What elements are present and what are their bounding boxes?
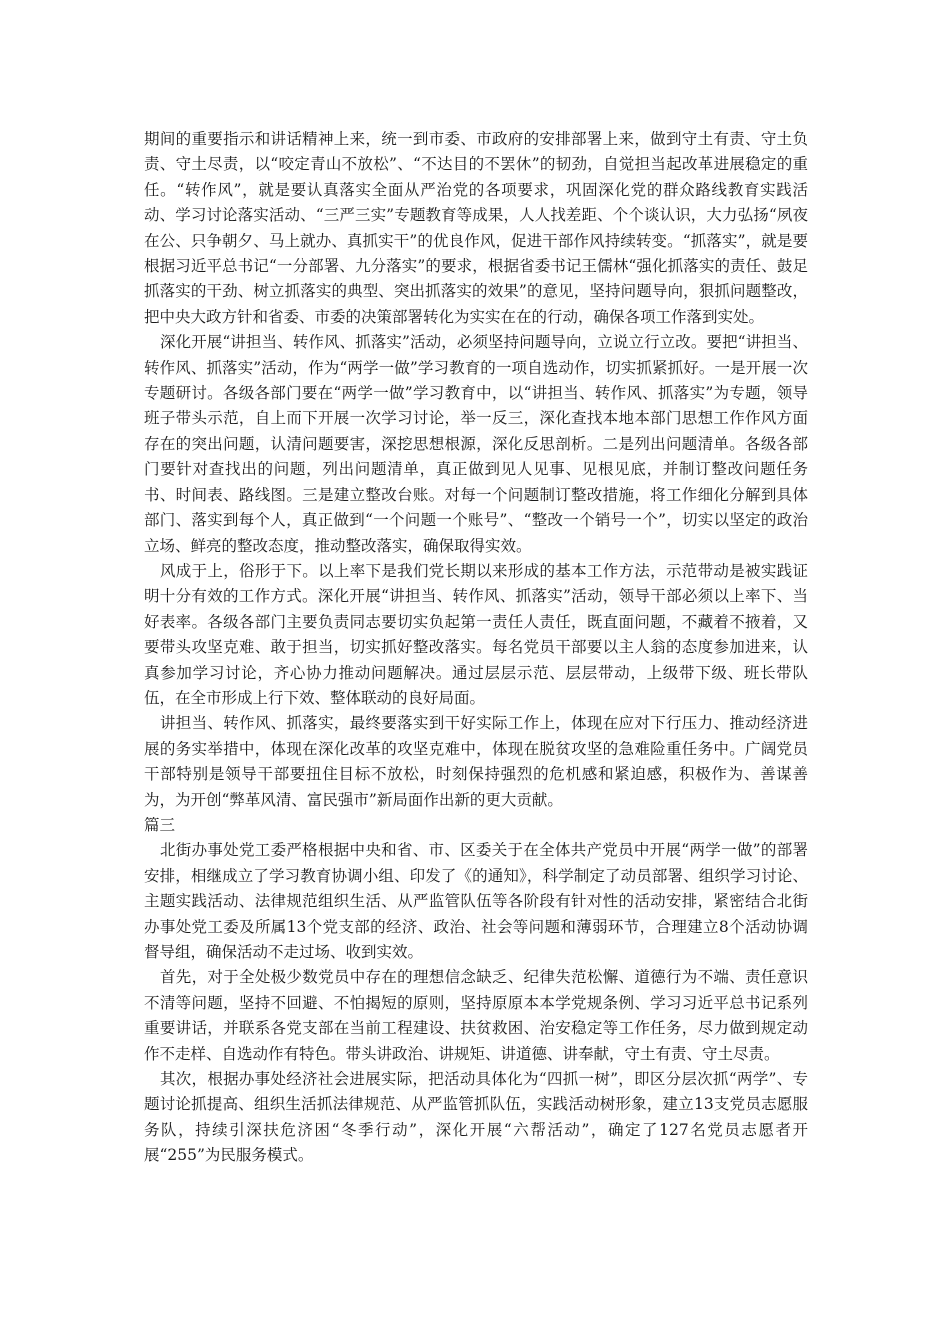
paragraph-continued: 期间的重要指示和讲话精神上来，统一到市委、市政府的安排部署上来，做到守土有责、守土负责、守土尽责，以“咬定青山不放松”、“不达目的不罢休”的韧劲，自觉担当起改革进展稳定的重任。“转作风”，就是要认真落实全面从严治党的各项要求，巩固深化党的群众路线教育实践活动、学习讨论落实活动、“三严三实”专题教育等成果，人人找差距、个个谈认识，大力弘扬“夙夜在公、只争朝夕、马上就办、真抓实干”的优良作风，促进干部作风持续转变。“抓落实”，就是要根据习近平总书记“一分部署、九分落实”的要求，根据省委书记王儒林“强化抓落实的责任、鼓足抓落实的干劲、树立抓落实的典型、突出抓落实的效果”的意见，坚持问题导向，狠抓问题整改，把中央大政方针和省委、市委的决策部署转化为实实在在的行动，确保各项工作落到实处。 [144, 130, 808, 326]
document-body [144, 127, 808, 1169]
section-heading: 篇三 [144, 815, 176, 834]
paragraph: 北街办事处党工委严格根据中央和省、市、区委关于在全体共产党员中开展“两学一做”的部署安排，相继成立了学习教育协调小组、印发了《的通知》，科学制定了动员部署、组织学习讨论、主题实践活动、法律规范组织生活、从严监管队伍等各阶段有针对性的活动安排，紧密结合北街办事处党工委及所属13个党支部的经济、政治、社会等问题和薄弱环节，合理建立8个活动协调督导组，确保活动不走过场、收到实效。 [144, 841, 808, 961]
paragraph: 深化开展“讲担当、转作风、抓落实”活动，必须坚持问题导向，立说立行立改。要把“讲担当、转作风、抓落实”活动，作为“两学一做”学习教育的一项自选动作，切实抓紧抓好。一是开展一次专题研讨。各级各部门要在“两学一做”学习教育中，以“讲担当、转作风、抓落实”为专题，领导班子带头示范，自上而下开展一次学习讨论，举一反三，深化查找本地本部门思想工作作风方面存在的突出问题，认清问题要害，深挖思想根源，深化反思剖析。二是列出问题清单。各级各部门要针对查找出的问题，列出问题清单，真正做到见人见事、见根见底，并制订整改问题任务书、时间表、路线图。三是建立整改台账。对每一个问题制订整改措施，将工作细化分解到具体部门、落实到每个人，真正做到“一个问题一个账号”、“整改一个销号一个”，切实以坚定的政治立场、鲜亮的整改态度，推动整改落实，确保取得实效。 [144, 333, 808, 555]
paragraph: 风成于上，俗形于下。以上率下是我们党长期以来形成的基本工作方法，示范带动是被实践证明十分有效的工作方式。深化开展“讲担当、转作风、抓落实”活动，领导干部必须以上率下、当好表率。各级各部门主要负责同志要切实负起第一责任人责任，既直面问题，不藏着不掖着，又要带头攻坚克难、敢于担当，切实抓好整改落实。每名党员干部要以主人翁的态度参加进来，认真参加学习讨论，齐心协力推动问题解决。通过层层示范、层层带动，上级带下级、班长带队伍，在全市形成上行下效、整体联动的良好局面。 [144, 561, 808, 707]
paragraph: 首先，对于全处极少数党员中存在的理想信念缺乏、纪律失范松懈、道德行为不端、责任意识不清等问题，坚持不回避、不怕揭短的原则，坚持原原本本学党规条例、学习习近平总书记系列重要讲话，并联系各党支部在当前工程建设、扶贫救困、治安稳定等工作任务，尽力做到规定动作不走样、自选动作有特色。带头讲政治、讲规矩、讲道德、讲奉献，守土有责、守土尽责。 [144, 968, 808, 1063]
paragraph: 其次，根据办事处经济社会进展实际，把活动具体化为“四抓一树”，即区分层次抓“两学”、专题讨论抓提高、组织生活抓法律规范、从严监管抓队伍，实践活动树形象，建立13支党员志愿服务队，持续引深扶危济困“冬季行动”，深化开展“六帮活动”，确定了127名党员志愿者开展“255”为民服务模式。 [144, 1070, 808, 1165]
paragraph: 讲担当、转作风、抓落实，最终要落实到干好实际工作上，体现在应对下行压力、推动经济进展的务实举措中，体现在深化改革的攻坚克难中，体现在脱贫攻坚的急难险重任务中。广阔党员干部特别是领导干部要扭住目标不放松，时刻保持强烈的危机感和紧迫感，积极作为、善谋善为，为开创“弊革风清、富民强市”新局面作出新的更大贡献。 [144, 714, 808, 809]
